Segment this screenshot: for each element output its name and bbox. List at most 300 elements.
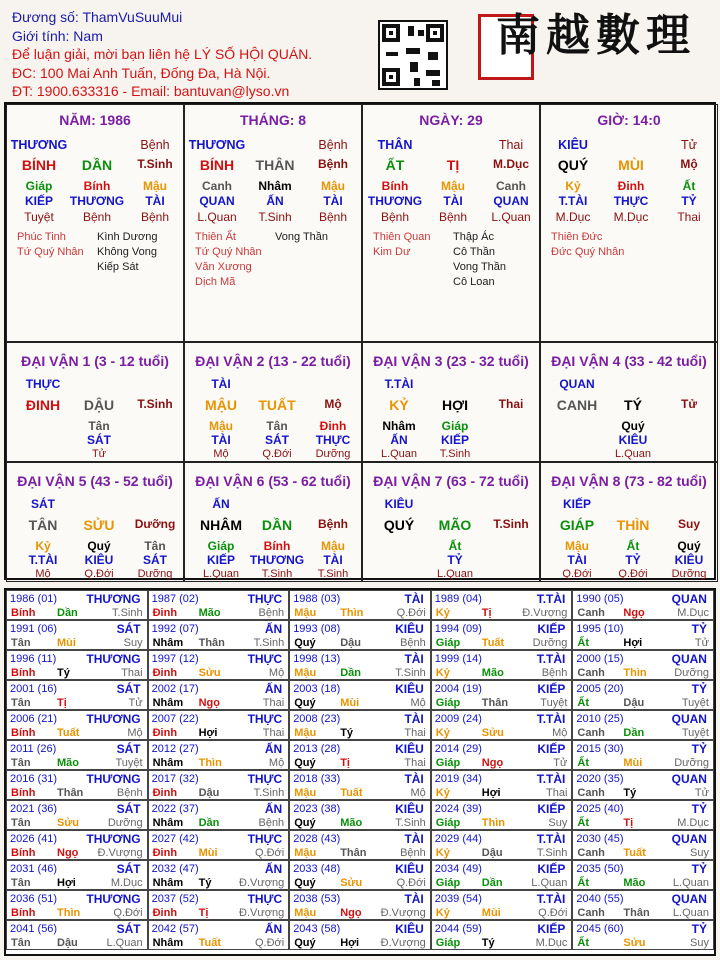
year-stage: L.Quan bbox=[672, 907, 709, 919]
decade-hidden-stem: Ất bbox=[626, 539, 640, 553]
decade-stem-branch: NHÂM bbox=[200, 517, 242, 533]
year-cell bbox=[148, 680, 290, 710]
year-cell bbox=[6, 800, 148, 830]
pillar-ten-god: TÀI bbox=[443, 194, 463, 208]
year-branch: Tý bbox=[57, 667, 70, 679]
decade-hidden-stem: Tân bbox=[266, 419, 288, 433]
decade-stem-branch: THÌN bbox=[616, 517, 650, 533]
year-cell bbox=[572, 740, 714, 770]
year-cell bbox=[431, 620, 573, 650]
year-label: 2010 (25) bbox=[576, 713, 624, 725]
decade-hidden-stem: Tân bbox=[144, 539, 166, 553]
year-stem: Mậu bbox=[294, 727, 317, 739]
year-ten-god: QUAN bbox=[671, 592, 707, 606]
year-stem: Ất bbox=[577, 937, 589, 949]
year-branch: Dậu bbox=[57, 937, 78, 949]
decade-ten-god-sub: TỶ bbox=[447, 553, 463, 567]
year-stem: Kỷ bbox=[435, 787, 450, 799]
year-stem: Canh bbox=[577, 907, 605, 919]
year-cell bbox=[148, 650, 290, 680]
year-stage: L.Quan bbox=[672, 877, 709, 889]
year-cell bbox=[6, 620, 148, 650]
year-cell bbox=[148, 920, 290, 950]
year-ten-god: SÁT bbox=[116, 802, 141, 816]
header-info bbox=[12, 8, 312, 101]
year-label: 2011 (26) bbox=[10, 743, 57, 755]
year-label: 2020 (35) bbox=[576, 773, 624, 785]
year-branch: Ngọ bbox=[623, 607, 645, 619]
year-stage: M.Dục bbox=[677, 607, 709, 619]
year-label: 2025 (40) bbox=[576, 803, 624, 815]
year-label: 1998 (13) bbox=[293, 653, 341, 665]
year-stem: Nhâm bbox=[152, 757, 184, 769]
pillar-stem-branch: T.Sinh bbox=[137, 157, 173, 171]
year-cell bbox=[572, 770, 714, 800]
pillar-good-star: Đức Quý Nhân bbox=[551, 246, 625, 258]
year-stem: Canh bbox=[577, 787, 605, 799]
year-cell bbox=[148, 890, 290, 920]
pillar-stem-branch: Mộ bbox=[680, 157, 698, 171]
year-stage: Đ.Vượng bbox=[380, 937, 426, 949]
phone-email-line: ĐT: 1900.633316 - Email: bantuvan@lyso.vn bbox=[12, 83, 290, 99]
decade-ten-god-sub: THỰC bbox=[315, 433, 351, 447]
year-stage: L.Quan bbox=[106, 937, 143, 949]
pillar-star-top: Thai bbox=[498, 138, 524, 152]
pillar-hidden-stem: Bính bbox=[83, 179, 111, 193]
year-branch: Hợi bbox=[198, 727, 218, 739]
pillar-stem-branch: THÂN bbox=[255, 157, 295, 173]
year-stem: Canh bbox=[577, 727, 605, 739]
pillar-cell bbox=[540, 104, 718, 342]
decade-stem-branch: T.Sinh bbox=[137, 397, 173, 411]
year-ten-god: THƯƠNG bbox=[86, 652, 141, 666]
year-stem: Nhâm bbox=[152, 937, 184, 949]
year-label: 2032 (47) bbox=[151, 863, 199, 875]
decade-ten-god-sub: TỶ bbox=[625, 553, 641, 567]
year-cell bbox=[572, 650, 714, 680]
year-label: 2017 (32) bbox=[151, 773, 199, 785]
decade-cell bbox=[184, 342, 362, 462]
year-stem: Đinh bbox=[152, 847, 178, 859]
year-label: 2026 (41) bbox=[10, 833, 58, 845]
year-label: 2006 (21) bbox=[10, 713, 58, 725]
year-stage: T.Sinh bbox=[253, 787, 285, 799]
year-cell bbox=[289, 770, 431, 800]
year-stem: Tân bbox=[11, 937, 31, 949]
year-stage: Tuyệt bbox=[115, 757, 143, 769]
pillar-stem-branch: Bệnh bbox=[318, 157, 348, 171]
pillar-ten-god: KIẾP bbox=[24, 194, 54, 208]
pillar-good-star: Phúc Tinh bbox=[17, 231, 66, 243]
year-stage: Suy bbox=[123, 637, 143, 649]
year-cell bbox=[148, 800, 290, 830]
pillar-stage: Tuyệt bbox=[24, 210, 54, 224]
year-stage: Bệnh bbox=[258, 817, 285, 829]
year-cell bbox=[431, 890, 573, 920]
year-stem: Đinh bbox=[152, 667, 178, 679]
year-ten-god: KIÊU bbox=[395, 802, 424, 816]
year-label: 2008 (23) bbox=[293, 713, 341, 725]
year-branch: Tuất bbox=[57, 727, 80, 739]
pillar-star-top: Tử bbox=[680, 138, 698, 152]
year-label: 1995 (10) bbox=[576, 623, 624, 635]
year-stage: M.Dục bbox=[110, 877, 143, 889]
year-ten-god: T.TÀI bbox=[536, 712, 566, 726]
year-stem: Nhâm bbox=[152, 817, 184, 829]
year-stem: Đinh bbox=[152, 727, 178, 739]
logo-nam-viet-so-ly: 南越數理 bbox=[496, 10, 696, 61]
year-branch: Mão bbox=[57, 757, 79, 769]
year-branch: Thìn bbox=[198, 757, 222, 769]
year-stem: Mậu bbox=[294, 787, 317, 799]
year-label: 2022 (37) bbox=[151, 803, 199, 815]
year-label: 2007 (22) bbox=[151, 713, 199, 725]
year-stem: Kỷ bbox=[435, 847, 450, 859]
year-ten-god: KIẾP bbox=[537, 862, 566, 876]
year-ten-god: ẤN bbox=[264, 682, 283, 696]
decade-hidden-stem: Kỷ bbox=[35, 539, 51, 553]
year-ten-god: THỰC bbox=[247, 712, 283, 726]
decade-hidden-stem: Mậu bbox=[565, 539, 589, 553]
pillar-star-top: THÂN bbox=[377, 138, 413, 152]
pillar-star-top: Bệnh bbox=[140, 138, 170, 152]
year-branch: Sửu bbox=[198, 667, 221, 679]
year-stage: Mộ bbox=[552, 727, 568, 739]
pillar-stage: Bệnh bbox=[380, 210, 410, 224]
year-cell bbox=[572, 860, 714, 890]
pillar-ten-god: THƯƠNG bbox=[69, 194, 125, 208]
pillar-hidden-stem: Ất bbox=[682, 179, 696, 193]
year-stage: Thai bbox=[404, 727, 426, 739]
pillar-stage: L.Quan bbox=[197, 210, 237, 224]
year-branch: Mùi bbox=[481, 907, 501, 919]
pillar-star-top: KIÊU bbox=[558, 138, 588, 152]
year-stem: Ất bbox=[577, 817, 589, 829]
year-stem: Ất bbox=[577, 877, 589, 889]
pillar-ten-god: TỶ bbox=[681, 194, 697, 208]
year-stem: Tân bbox=[11, 877, 31, 889]
year-stage: Mộ bbox=[127, 727, 143, 739]
decade-ten-god: THỰC bbox=[25, 377, 61, 391]
pillar-ten-god: THƯƠNG bbox=[367, 194, 423, 208]
year-cell bbox=[431, 800, 573, 830]
pillar-star-top: THƯƠNG bbox=[10, 138, 68, 152]
decade-stem-branch: MẬU bbox=[205, 397, 237, 413]
year-ten-god: TỶ bbox=[691, 922, 707, 936]
year-stage: M.Dục bbox=[677, 817, 709, 829]
year-label: 1986 (01) bbox=[10, 593, 58, 605]
decade-title: ĐẠI VẬN 6 (53 - 62 tuổi) bbox=[195, 473, 351, 489]
year-label: 2009 (24) bbox=[434, 713, 482, 725]
year-branch: Thân bbox=[57, 787, 84, 799]
decade-title: ĐẠI VẬN 7 (63 - 72 tuổi) bbox=[373, 473, 529, 489]
pillar-ten-god: TÀI bbox=[323, 194, 343, 208]
year-ten-god: SÁT bbox=[116, 862, 141, 876]
pillar-ten-god: THỰC bbox=[613, 194, 649, 208]
decade-cell bbox=[540, 462, 718, 582]
year-cell bbox=[289, 590, 431, 620]
decade-cell bbox=[362, 342, 540, 462]
year-label: 2018 (33) bbox=[293, 773, 341, 785]
year-stage: T.Sinh bbox=[253, 637, 285, 649]
year-cell bbox=[431, 860, 573, 890]
year-stage: Tử bbox=[694, 637, 709, 649]
year-branch: Thìn bbox=[623, 667, 647, 679]
year-branch: Hợi bbox=[481, 787, 501, 799]
year-label: 1993 (08) bbox=[293, 623, 341, 635]
year-label: 2024 (39) bbox=[434, 803, 482, 815]
decade-stem-branch: Bệnh bbox=[318, 517, 348, 531]
pillar-good-star: Dịch Mã bbox=[195, 276, 236, 288]
decade-stage: T.Sinh bbox=[261, 568, 293, 580]
year-label: 1999 (14) bbox=[434, 653, 482, 665]
year-ten-god: THƯƠNG bbox=[86, 712, 141, 726]
year-label: 1990 (05) bbox=[576, 593, 624, 605]
year-branch: Thìn bbox=[340, 607, 364, 619]
year-branch: Mão bbox=[481, 667, 504, 679]
year-stem: Mậu bbox=[294, 847, 317, 859]
year-ten-god: THỰC bbox=[247, 652, 283, 666]
year-stage: Thai bbox=[545, 787, 568, 799]
year-label: 2039 (54) bbox=[434, 893, 482, 905]
year-ten-god: T.TÀI bbox=[536, 832, 566, 846]
year-branch: Thân bbox=[623, 907, 650, 919]
year-ten-god: T.TÀI bbox=[536, 892, 566, 906]
year-branch: Dậu bbox=[623, 697, 645, 709]
year-branch: Tuất bbox=[623, 847, 646, 859]
pillar-hidden-stem: Kỷ bbox=[565, 179, 581, 193]
year-stage: Mộ bbox=[410, 787, 426, 799]
year-ten-god: KIẾP bbox=[537, 802, 566, 816]
year-branch: Hợi bbox=[57, 877, 76, 889]
decade-stem-branch: DẬU bbox=[83, 397, 115, 413]
year-cell bbox=[289, 650, 431, 680]
gender-line: Giới tính: Nam bbox=[12, 27, 103, 44]
year-cell bbox=[148, 740, 290, 770]
year-ten-god: TỶ bbox=[691, 742, 707, 756]
year-label: 1987 (02) bbox=[151, 593, 199, 605]
year-stem: Quý bbox=[294, 877, 316, 889]
year-stage: Đ.Vượng bbox=[97, 847, 143, 859]
year-stage: Thai bbox=[121, 667, 143, 679]
year-ten-god: ẤN bbox=[264, 922, 283, 936]
decade-stem-branch: CANH bbox=[556, 397, 598, 413]
year-stem: Canh bbox=[577, 667, 605, 679]
year-label: 2012 (27) bbox=[151, 743, 199, 755]
year-branch: Dần bbox=[340, 667, 361, 679]
year-cell bbox=[431, 590, 573, 620]
year-stage: Q.Đới bbox=[113, 907, 143, 919]
year-cell bbox=[6, 740, 148, 770]
year-stem: Bính bbox=[11, 907, 36, 919]
decade-ten-god-sub: ẤN bbox=[390, 433, 408, 447]
year-stem: Ất bbox=[577, 697, 589, 709]
year-label: 1994 (09) bbox=[434, 623, 482, 635]
pillar-stem-branch: MÙI bbox=[618, 157, 644, 173]
decade-stem-branch: TÂN bbox=[28, 517, 58, 533]
year-branch: Mùi bbox=[57, 637, 76, 649]
year-ten-god: T.TÀI bbox=[536, 652, 566, 666]
year-label: 2014 (29) bbox=[434, 743, 482, 755]
year-cell bbox=[572, 620, 714, 650]
year-stem: Bính bbox=[11, 607, 36, 619]
year-stem: Quý bbox=[294, 637, 316, 649]
year-cell bbox=[148, 830, 290, 860]
year-label: 2015 (30) bbox=[576, 743, 624, 755]
decade-hidden-stem: Mậu bbox=[209, 419, 233, 433]
year-branch: Mùi bbox=[198, 847, 218, 859]
decade-ten-god-sub: TÀI bbox=[567, 553, 587, 567]
year-ten-god: SÁT bbox=[116, 682, 141, 696]
pillar-hidden-stem: Mậu bbox=[441, 179, 465, 193]
decade-stage: T.Sinh bbox=[439, 448, 471, 460]
year-stage: Dưỡng bbox=[532, 637, 568, 649]
year-cell bbox=[289, 920, 431, 950]
year-stem: Giáp bbox=[435, 937, 461, 949]
year-label: 2041 (56) bbox=[10, 923, 58, 935]
year-cell bbox=[6, 650, 148, 680]
pillar-ten-god: TÀI bbox=[145, 194, 165, 208]
pillar-bad-star: Cô Thần bbox=[453, 246, 495, 258]
decade-cell bbox=[6, 462, 184, 582]
pillar-title: GIỜ: 14:0 bbox=[597, 112, 661, 128]
year-branch: Ngọ bbox=[57, 847, 79, 859]
year-label: 2031 (46) bbox=[10, 863, 58, 875]
year-branch: Ngọ bbox=[481, 757, 504, 769]
year-ten-god: QUAN bbox=[671, 712, 707, 726]
decade-stem-branch: T.Sinh bbox=[493, 517, 529, 531]
pillar-good-star: Tứ Quý Nhân bbox=[17, 246, 84, 258]
year-stage: Thai bbox=[262, 727, 285, 739]
pillar-bad-star: Kình Dương bbox=[97, 231, 158, 243]
year-branch: Tuất bbox=[198, 937, 221, 949]
year-cell bbox=[289, 860, 431, 890]
pillar-hidden-stem: Canh bbox=[202, 179, 232, 193]
year-branch: Mùi bbox=[340, 697, 360, 709]
pillar-stage: M.Dục bbox=[613, 210, 649, 224]
pillar-stem-branch: ẤT bbox=[385, 157, 405, 173]
year-ten-god: T.TÀI bbox=[536, 592, 566, 606]
year-stem: Kỷ bbox=[435, 607, 450, 619]
decade-hidden-stem: Quý bbox=[677, 539, 701, 553]
pillar-good-star: Kim Dư bbox=[373, 246, 411, 258]
year-branch: Dần bbox=[481, 877, 503, 889]
decade-stem-branch: SỬU bbox=[83, 517, 115, 533]
year-label: 2033 (48) bbox=[293, 863, 341, 875]
year-ten-god: KIÊU bbox=[395, 862, 424, 876]
decade-ten-god: QUAN bbox=[559, 377, 595, 391]
year-ten-god: QUAN bbox=[671, 652, 707, 666]
year-ten-god: KIÊU bbox=[395, 622, 424, 636]
decade-cell bbox=[362, 462, 540, 582]
decade-cell bbox=[540, 342, 718, 462]
pillar-hidden-stem: Đinh bbox=[617, 179, 645, 193]
year-ten-god: ẤN bbox=[264, 742, 283, 756]
year-label: 2019 (34) bbox=[434, 773, 482, 785]
year-ten-god: KIẾP bbox=[537, 682, 566, 696]
pillar-hidden-stem: Nhâm bbox=[258, 179, 292, 193]
decade-ten-god-sub: KIÊU bbox=[84, 553, 114, 567]
decade-stem-branch: DẦN bbox=[261, 517, 293, 533]
year-cell bbox=[289, 890, 431, 920]
year-cell bbox=[431, 830, 573, 860]
year-stage: Suy bbox=[548, 817, 568, 829]
year-stage: Dưỡng bbox=[107, 817, 143, 829]
year-stage: T.Sinh bbox=[395, 817, 426, 829]
pillar-star-top: THƯƠNG bbox=[188, 138, 246, 152]
year-stem: Kỷ bbox=[435, 907, 450, 919]
year-branch: Sửu bbox=[481, 727, 504, 739]
year-ten-god: ẤN bbox=[264, 862, 283, 876]
year-label: 2040 (55) bbox=[576, 893, 624, 905]
year-cell bbox=[6, 860, 148, 890]
year-cell bbox=[572, 920, 714, 950]
year-stage: Mộ bbox=[410, 697, 426, 709]
decade-stem-branch: KỶ bbox=[389, 397, 409, 413]
decade-stem-branch: TUẤT bbox=[258, 397, 296, 413]
year-label: 2038 (53) bbox=[293, 893, 341, 905]
pillar-good-star: Thiên Quan bbox=[373, 231, 431, 243]
year-stem: Bính bbox=[11, 847, 36, 859]
year-stem: Mậu bbox=[294, 667, 317, 679]
pillar-stem-branch: TỊ bbox=[446, 157, 460, 173]
year-cell bbox=[572, 590, 714, 620]
decade-stem-branch: Thai bbox=[498, 397, 524, 411]
year-stage: Bệnh bbox=[116, 787, 143, 799]
year-stage: T.Sinh bbox=[395, 667, 426, 679]
year-stem: Kỷ bbox=[435, 727, 450, 739]
decade-hidden-stem: Giáp bbox=[441, 419, 469, 433]
year-stem: Quý bbox=[294, 697, 316, 709]
year-ten-god: TÀI bbox=[404, 832, 424, 846]
year-cell bbox=[6, 890, 148, 920]
year-ten-god: THƯƠNG bbox=[86, 892, 141, 906]
decade-hidden-stem: Ất bbox=[448, 539, 462, 553]
year-branch: Hợi bbox=[340, 937, 360, 949]
year-branch: Ngọ bbox=[340, 907, 362, 919]
year-label: 2036 (51) bbox=[10, 893, 58, 905]
pillar-stage: Bệnh bbox=[318, 210, 348, 224]
year-stage: Tuyệt bbox=[681, 697, 709, 709]
year-label: 2023 (38) bbox=[293, 803, 341, 815]
year-stage: Bệnh bbox=[258, 607, 285, 619]
decade-stage: L.Quan bbox=[436, 568, 474, 580]
decade-cell bbox=[184, 462, 362, 582]
year-ten-god: SÁT bbox=[116, 622, 141, 636]
year-stem: Quý bbox=[294, 817, 316, 829]
year-stem: Bính bbox=[11, 787, 36, 799]
year-stem: Nhâm bbox=[152, 697, 184, 709]
pillar-bad-star: Thập Ác bbox=[453, 231, 494, 243]
year-ten-god: KIẾP bbox=[537, 742, 566, 756]
decade-stage: Tử bbox=[91, 448, 107, 460]
decade-stage: Dưỡng bbox=[671, 568, 707, 580]
year-stage: Tử bbox=[553, 757, 568, 769]
decade-ten-god: T.TÀI bbox=[384, 377, 414, 391]
year-stage: Q.Đới bbox=[254, 937, 285, 949]
year-label: 1988 (03) bbox=[293, 593, 341, 605]
pillar-bad-star: Kiếp Sát bbox=[97, 261, 139, 273]
decade-ten-god-sub: TÀI bbox=[323, 553, 343, 567]
year-ten-god: THỰC bbox=[247, 832, 283, 846]
year-branch: Dần bbox=[623, 727, 645, 739]
year-branch: Sửu bbox=[57, 817, 80, 829]
qr-code bbox=[378, 20, 448, 90]
decade-ten-god-sub: KIÊU bbox=[674, 553, 704, 567]
pillar-good-star: Thiên Ất bbox=[195, 231, 236, 243]
year-label: 2044 (59) bbox=[434, 923, 482, 935]
year-ten-god: QUAN bbox=[671, 832, 707, 846]
